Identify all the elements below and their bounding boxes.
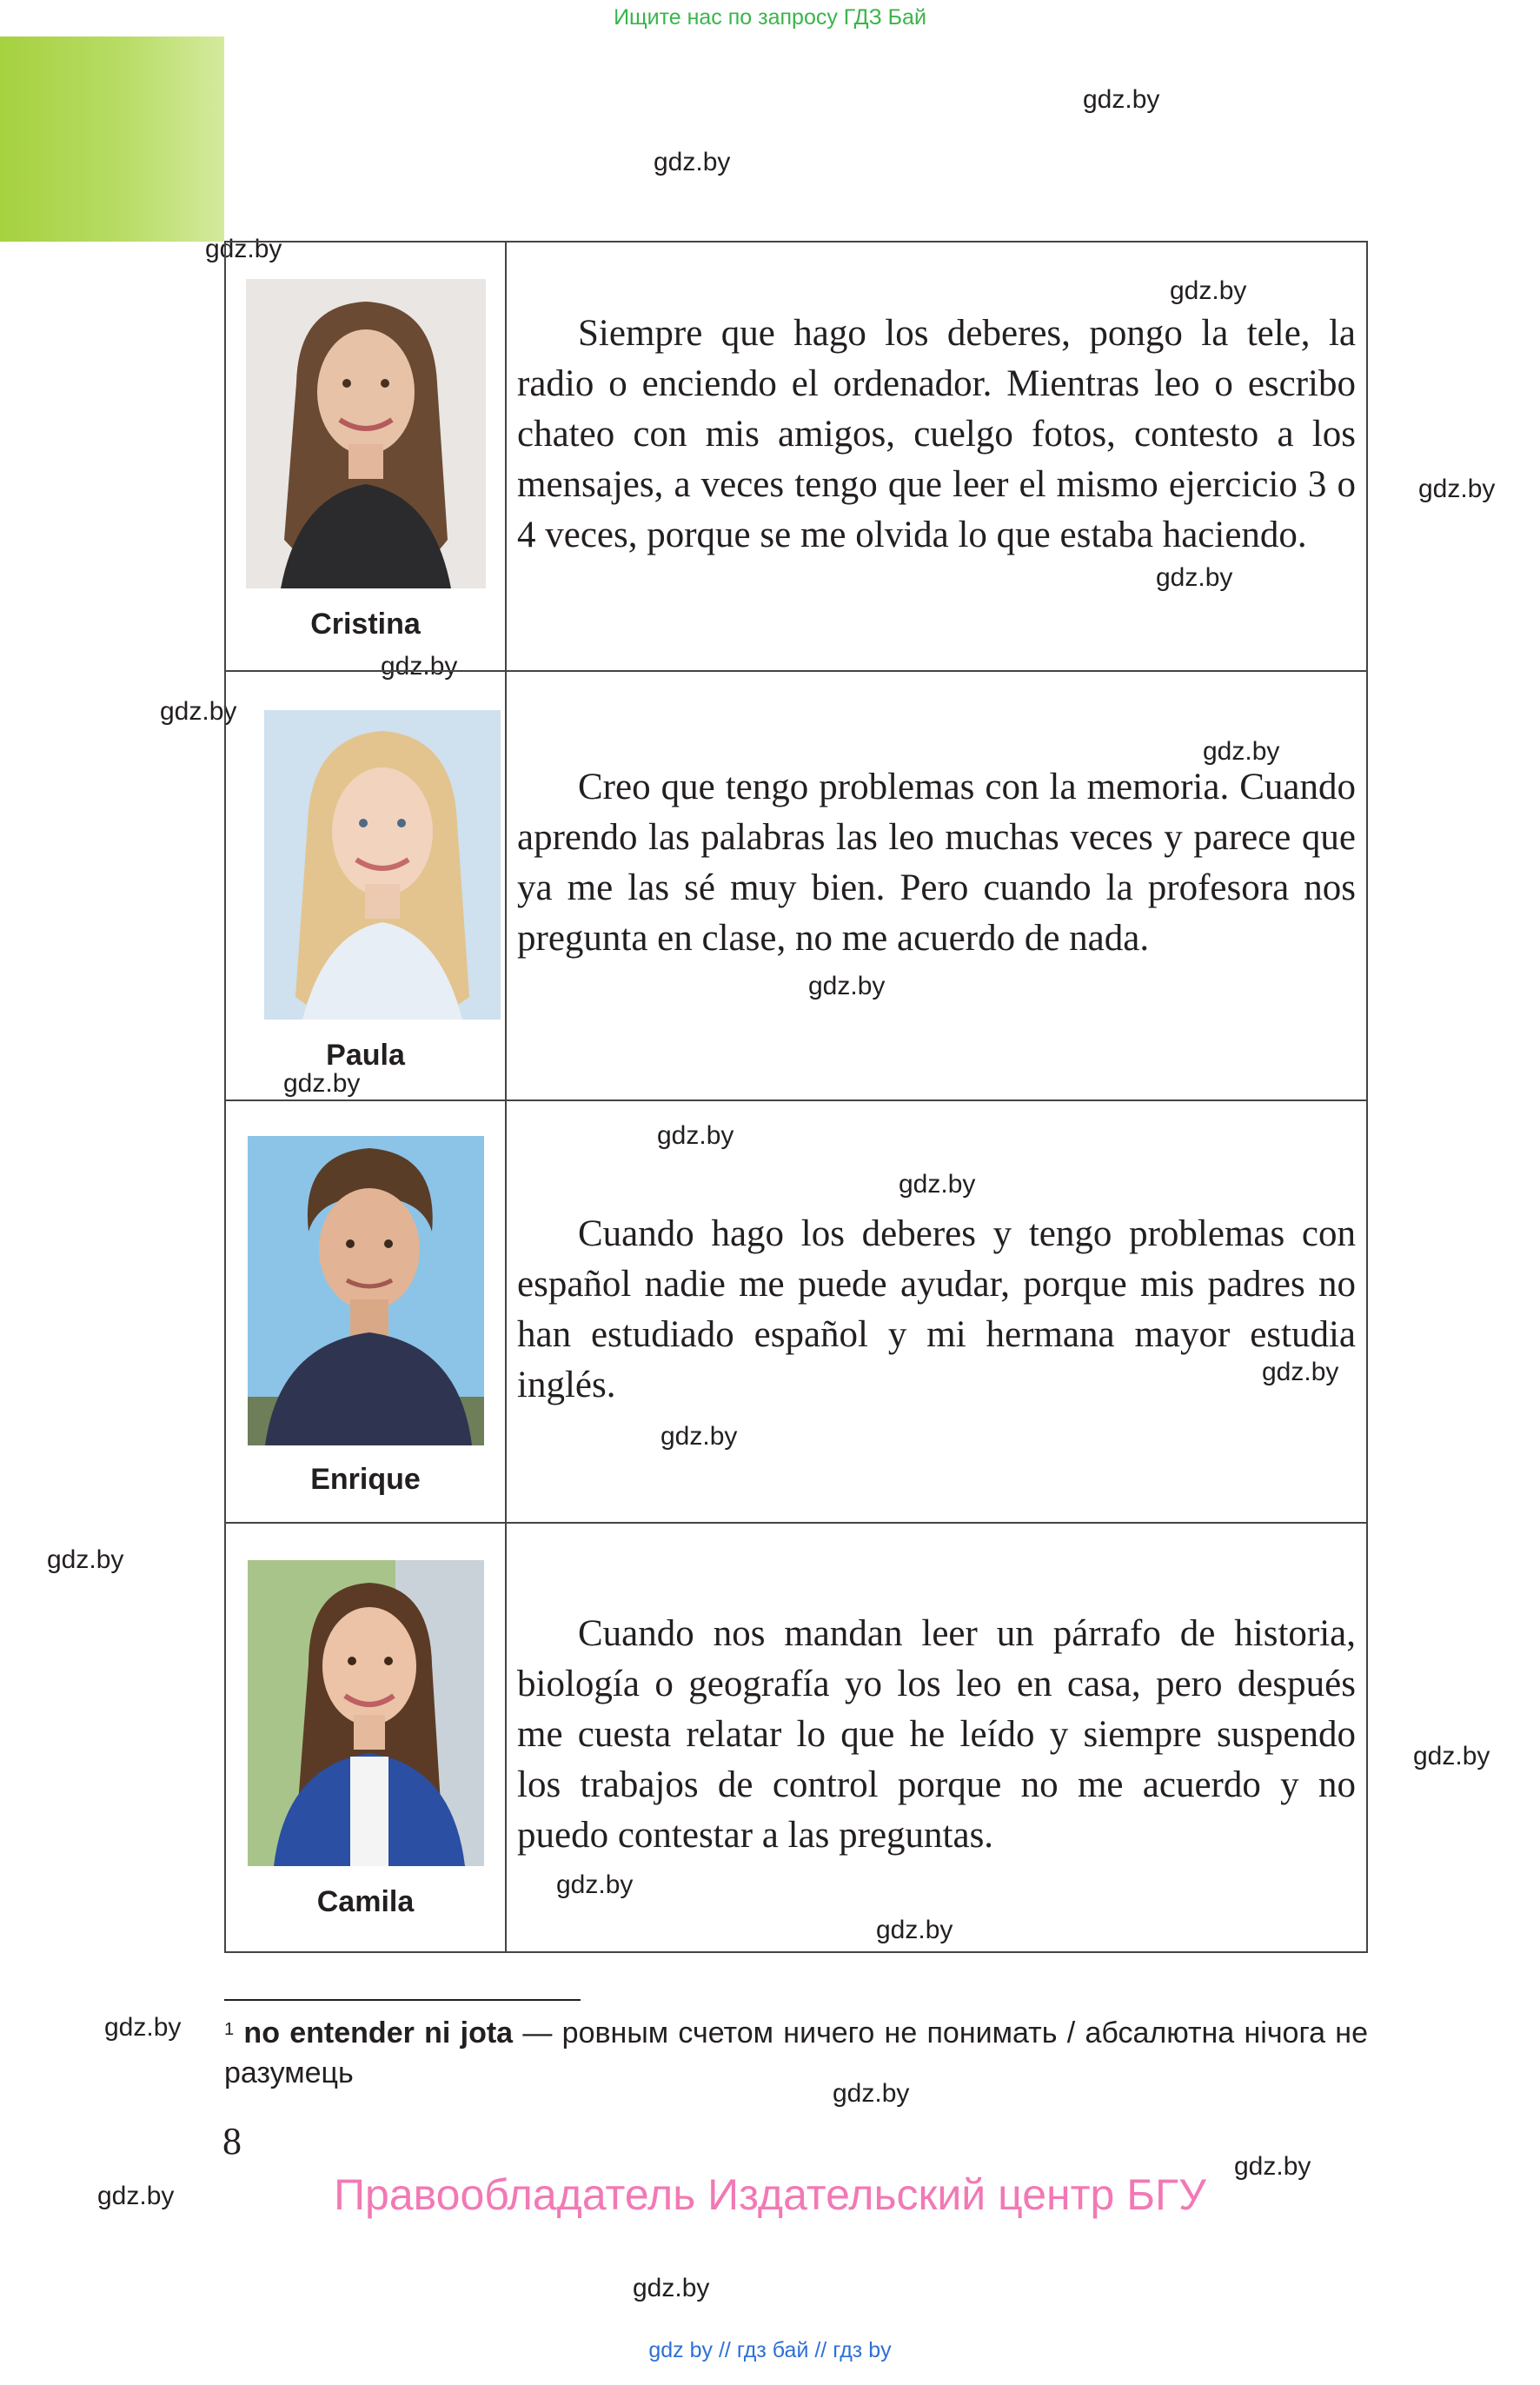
watermark: gdz.by xyxy=(876,1916,953,1944)
watermark: gdz.by xyxy=(97,2182,175,2210)
student-name: Paula xyxy=(326,1039,405,1072)
student-name: Cristina xyxy=(310,608,421,641)
footnote-translation: — ровным счетом ничего не понимать / абсалютна нічога не разумець xyxy=(224,2016,1368,2089)
watermark: gdz.by xyxy=(660,1422,738,1451)
statement-text: Cuando hago los deberes y tengo problemas con español nadie me puede ayudar, porque mis padres no han estudiado español y mi hermana mayor estudia inglés. xyxy=(517,1213,1356,1405)
portrait-photo-enrique xyxy=(248,1136,484,1445)
footnote-term: no entender ni jota xyxy=(243,2016,514,2050)
watermark: gdz.by xyxy=(657,1121,734,1150)
watermark: gdz.by xyxy=(381,652,458,681)
statement-cell xyxy=(506,242,1367,671)
portrait-photo-cristina xyxy=(246,279,486,588)
watermark: gdz.by xyxy=(47,1545,124,1574)
watermark: gdz.by xyxy=(556,1870,634,1899)
watermark: gdz.by xyxy=(1083,85,1160,114)
watermark: gdz.by xyxy=(1413,1742,1490,1770)
watermark: gdz.by xyxy=(654,148,731,176)
photo-cell xyxy=(225,1523,506,1952)
bottom-links[interactable]: gdz by // гдз бай // гдз by xyxy=(648,2338,892,2362)
watermark: gdz.by xyxy=(1203,737,1280,766)
corner-accent-block xyxy=(0,37,224,242)
watermark: gdz.by xyxy=(833,2079,910,2108)
watermark: gdz.by xyxy=(1234,2152,1311,2181)
watermark: gdz.by xyxy=(205,235,282,263)
watermark: gdz.by xyxy=(1156,563,1233,592)
footnote xyxy=(224,2013,1368,2093)
statement-text: Creo que tengo problemas con la memoria. Cuando aprendo las palabras las leo muchas veces y parece que ya me las sé muy bien. Pero cuando la profesora nos pregunta en clase, no me acuerdo de nada. xyxy=(517,767,1356,959)
photo-cell xyxy=(225,1100,506,1523)
page-number: 8 xyxy=(222,2120,242,2162)
photo-cell xyxy=(225,242,506,671)
table-row xyxy=(225,1523,1367,1952)
table-row xyxy=(225,242,1367,671)
watermark: gdz.by xyxy=(808,972,886,1000)
photo-cell xyxy=(225,671,506,1100)
table-row xyxy=(225,671,1367,1100)
statement-cell xyxy=(506,671,1367,1100)
student-statements-table xyxy=(224,241,1368,1953)
statement-text: Cuando nos mandan leer un párrafo de historia, biología o geografía yo los leo en casa, pero después me cuesta relatar lo que he leído y siempre suspendo los trabajos de control porque no me acuerdo y no puedo contestar a las preguntas. xyxy=(517,1613,1356,1856)
statement-cell xyxy=(506,1523,1367,1952)
watermark: gdz.by xyxy=(104,2013,182,2042)
table-row xyxy=(225,1100,1367,1523)
statement-text: Siempre que hago los deberes, pongo la tele, la radio o enciendo el ordenador. Mientras leo o escribo chateo con mis amigos, cuelgo fotos, contesto a los mensajes, a veces tengo que leer el mismo ejercicio 3 o 4 veces, porque se me olvida lo que estaba haciendo. xyxy=(517,313,1356,555)
watermark: gdz.by xyxy=(160,697,237,726)
top-banner[interactable]: Ищите нас по запросу ГДЗ Бай xyxy=(614,5,926,30)
footnote-divider xyxy=(224,1999,581,2001)
watermark: gdz.by xyxy=(1418,475,1496,503)
copyright-notice: Правообладатель Издательский центр БГУ xyxy=(334,2170,1206,2219)
watermark: gdz.by xyxy=(1262,1358,1339,1386)
watermark: gdz.by xyxy=(633,2274,710,2302)
student-name: Camila xyxy=(316,1885,415,1918)
watermark: gdz.by xyxy=(899,1170,976,1199)
watermark: gdz.by xyxy=(1170,276,1247,305)
portrait-photo-paula xyxy=(264,710,501,1020)
statement-cell xyxy=(506,1100,1367,1523)
footnote-marker: 1 xyxy=(224,2020,235,2039)
student-name: Enrique xyxy=(310,1463,421,1496)
watermark: gdz.by xyxy=(283,1069,361,1098)
portrait-photo-camila xyxy=(248,1560,484,1866)
